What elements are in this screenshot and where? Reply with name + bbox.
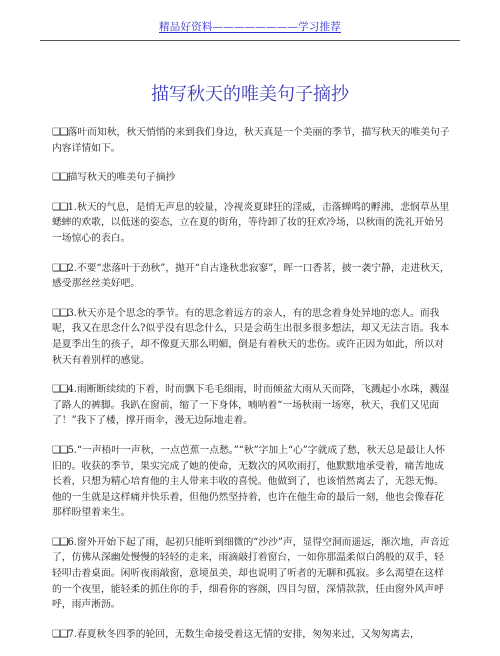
missing-glyph-mark: ❑❑ xyxy=(52,127,68,138)
paragraph-item-2: ❑❑2.不要“悲落叶于劲秋”，抛开“自古逢秋悲寂寥”，晖一口香茗，披一袭宁静，走进秋天，感受那丝丝美好吧。 xyxy=(52,262,450,290)
missing-glyph-mark: ❑❑ xyxy=(52,201,68,213)
missing-glyph-mark: ❑❑ xyxy=(52,307,68,319)
paragraph-item-3: ❑❑3.秋天亦是个思念的季节。有的思念着远方的亲人，有的思念着身处异地的恋人。而我呢，我又在思念什么?似乎没有思念什么，只是会萌生出很多很多想法，却又无法言语。我本是夏季出生的孩子，却不像夏天那么明媚，倒是有着秋天的悲伤。或许正因为如此，所以对秋天有着别样的感觉。 xyxy=(52,307,450,366)
document-title: 描写秋天的唯美句子摘抄 xyxy=(151,84,349,105)
missing-glyph-mark: ❑❑ xyxy=(52,172,68,184)
paragraph-item-7: ❑❑7.春夏秋冬四季的轮回，无数生命接受着这无情的安排，匆匆来过，又匆匆离去， xyxy=(52,628,420,640)
paragraph-item-5: ❑❑5.“一声梧叶一声秋，一点芭蕉一点愁。”“秋”字加上“心”字就成了愁，秋天总是最让人怀旧的。收获的季节，果实完成了她的使命，无数次的风吹雨打，他默默地承受着，痛苦地成长着，只想为精心培育他的主人带来丰收的喜悦。他做到了，也该悄然离去了，无怨无悔。他的一生就是这样痛并快乐着，但他仍然坚持着，也许在他生命的最后一刻，他也会像春花那样盼望着来生。 xyxy=(52,444,445,519)
missing-glyph-mark: ❑❑ xyxy=(52,628,68,640)
document-body xyxy=(52,125,452,656)
page-header-link[interactable]: 精品好资料————————学习推荐 xyxy=(159,21,341,33)
paragraph-item-1: ❑❑1.秋天的气息，是悄无声息的较量，冷视炎夏肆狂的淫威，击落蝉鸣的孵沸，悲悯草丛里蟋蟀的欢歌，以低迷的姿态，立在夏的街角，等待卸了妆的狂欢冷场，以秋雨的洗礼开始另一场惊心的表白。 xyxy=(52,201,450,244)
missing-glyph-mark: ❑❑ xyxy=(52,444,68,456)
paragraph-item-6: ❑❑6.窗外开始下起了雨，起初只能听到细微的“沙沙”声，显得空洞而遥远，渐次地，声音近了，仿佛从深幽处慢慢的轻轻的走来，雨滴敲打着窗台，一如你那温柔似白鸽般的双手，轻轻叩击着桌面。闲听夜雨敲窗，意境虽美，却也说明了听者的无聊和孤寂。多么渴望在这样的一个夜里，能轻柔的抓住你的手，细看你的容颜，四目匀留，深情款款，任由窗外风声呼呼，雨声淅沥。 xyxy=(52,536,450,611)
paragraph-intro: ❑❑落叶而知秋，秋天悄悄的来到我们身边，秋天真是一个美丽的季节，描写秋天的唯美句子内容详情如下。 xyxy=(52,127,450,154)
paragraph-item-4: ❑❑4.雨断断续续的下着，时而飘下毛毛细雨，时而倾盆大雨从天而降，飞溅起小水珠，溅湿了路人的裤脚。我趴在窗前，缩了一下身体，喃呐着“一场秋雨一场寒，秋天，我们又见面了！”我下了楼，撑开雨伞，漫无边际地走着。 xyxy=(52,384,450,427)
header-divider xyxy=(40,40,460,41)
paragraph-subtitle: ❑❑描写秋天的唯美句子摘抄 xyxy=(52,172,176,184)
missing-glyph-mark: ❑❑ xyxy=(52,536,68,548)
missing-glyph-mark: ❑❑ xyxy=(52,262,68,274)
missing-glyph-mark: ❑❑ xyxy=(52,384,68,396)
